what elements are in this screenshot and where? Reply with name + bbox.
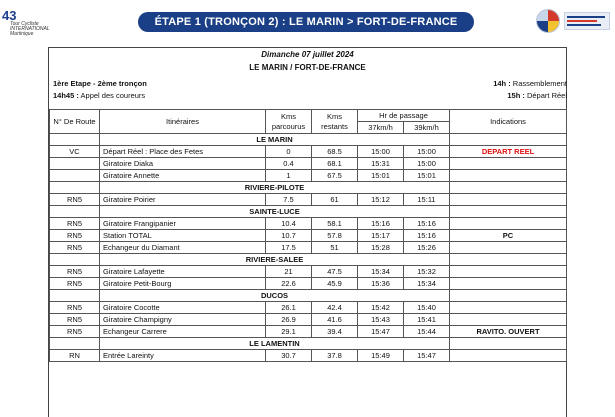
kms-restants: 68.1 (312, 158, 358, 170)
indication: RAVITO. OUVERT (450, 326, 567, 338)
kms-restants: 39.4 (312, 326, 358, 338)
table-row (50, 194, 567, 206)
itinerary-name: Giratoire Champigny (100, 314, 266, 326)
kms-parcourus: 30.7 (266, 350, 312, 362)
route-number: RN5 (50, 266, 100, 278)
time-39kmh: 15:16 (404, 230, 450, 242)
locality-name: RIVIERE-SALEE (100, 254, 450, 266)
indication (450, 302, 567, 314)
flag-icon (564, 12, 610, 30)
route-number: RN5 (50, 230, 100, 242)
locality-row (50, 134, 567, 146)
time-39kmh: 15:01 (404, 170, 450, 182)
itinerary-name: Giratoire Annette (100, 170, 266, 182)
col-speed2-header: 39km/h (404, 122, 450, 134)
time-37kmh: 15:00 (358, 146, 404, 158)
kms-restants: 51 (312, 242, 358, 254)
route-number: RN (50, 350, 100, 362)
indication (450, 218, 567, 230)
kms-parcourus: 10.7 (266, 230, 312, 242)
route-number: RN5 (50, 194, 100, 206)
time-39kmh: 15:00 (404, 158, 450, 170)
itinerary-name: Giratoire Poirier (100, 194, 266, 206)
stage-banner: ÉTAPE 1 (TRONÇON 2) : LE MARIN > FORT-DE-FRANCE (138, 12, 474, 32)
time-37kmh: 15:28 (358, 242, 404, 254)
table-row (50, 158, 567, 170)
time-37kmh: 15:12 (358, 194, 404, 206)
itinerary-name: Echangeur du Diamant (100, 242, 266, 254)
page-header (0, 0, 615, 40)
time-37kmh: 15:47 (358, 326, 404, 338)
locality-row (50, 338, 567, 350)
table-row (50, 170, 567, 182)
table-row (50, 146, 567, 158)
itinerary-name: Echangeur Carrere (100, 326, 266, 338)
table-row (50, 314, 567, 326)
table-row (50, 302, 567, 314)
indication (450, 278, 567, 290)
kms-parcourus: 1 (266, 170, 312, 182)
itinerary-sheet (48, 47, 567, 417)
indication (450, 314, 567, 326)
itinerary-name: Giratoire Cocotte (100, 302, 266, 314)
locality-row (50, 182, 567, 194)
kms-restants: 61 (312, 194, 358, 206)
route-number: RN5 (50, 314, 100, 326)
indication: DEPART REEL (450, 146, 567, 158)
kms-parcourus: 26.9 (266, 314, 312, 326)
col-hr-passage-header: Hr de passage (358, 110, 450, 122)
kms-parcourus: 0.4 (266, 158, 312, 170)
indication (450, 158, 567, 170)
time-37kmh: 15:42 (358, 302, 404, 314)
tour-logo (2, 8, 62, 40)
info-row-2 (53, 90, 565, 101)
time-39kmh: 15:34 (404, 278, 450, 290)
route-number (50, 158, 100, 170)
indication (450, 266, 567, 278)
time-37kmh: 15:16 (358, 218, 404, 230)
time-39kmh: 15:26 (404, 242, 450, 254)
kms-restants: 45.9 (312, 278, 358, 290)
kms-parcourus: 26.1 (266, 302, 312, 314)
kms-restants: 67.5 (312, 170, 358, 182)
call-info: 14h45 : Appel des coureurs (53, 91, 146, 100)
federation-logo-icon (536, 9, 612, 35)
kms-restants: 57.8 (312, 230, 358, 242)
col-route-header: N° De Route (50, 110, 100, 134)
start-info: 15h : Départ Réel (507, 91, 567, 100)
route-title: LE MARIN / FORT-DE-FRANCE (249, 63, 366, 72)
locality-name: LE MARIN (100, 134, 450, 146)
route-number: RN5 (50, 218, 100, 230)
indication (450, 170, 567, 182)
time-39kmh: 15:40 (404, 302, 450, 314)
kms-parcourus: 17.5 (266, 242, 312, 254)
locality-name: SAINTE-LUCE (100, 206, 450, 218)
indication: PC (450, 230, 567, 242)
time-37kmh: 15:49 (358, 350, 404, 362)
route-number: RN5 (50, 278, 100, 290)
time-39kmh: 15:11 (404, 194, 450, 206)
table-row (50, 266, 567, 278)
kms-restants: 37.8 (312, 350, 358, 362)
time-37kmh: 15:31 (358, 158, 404, 170)
itinerary-name: Entrée Lareinty (100, 350, 266, 362)
locality-row (50, 254, 567, 266)
table-row (50, 230, 567, 242)
race-date: Dimanche 07 juillet 2024 (261, 50, 354, 59)
itinerary-table (49, 109, 567, 362)
kms-parcourus: 0 (266, 146, 312, 158)
route-number: RN5 (50, 326, 100, 338)
locality-row (50, 206, 567, 218)
kms-restants: 47.5 (312, 266, 358, 278)
time-37kmh: 15:43 (358, 314, 404, 326)
time-37kmh: 15:17 (358, 230, 404, 242)
locality-name: RIVIERE-PILOTE (100, 182, 450, 194)
time-39kmh: 15:41 (404, 314, 450, 326)
kms-parcourus: 7.5 (266, 194, 312, 206)
logo-tagline: Tour Cycliste INTERNATIONAL Martinique (10, 21, 50, 37)
col-itineraire-header: Itinéraires (100, 110, 266, 134)
stage-label: 1ère Etape - 2ème tronçon (53, 79, 147, 88)
indication (450, 242, 567, 254)
route-number (50, 170, 100, 182)
logo-number: 43 (2, 8, 17, 23)
time-39kmh: 15:44 (404, 326, 450, 338)
locality-name: DUCOS (100, 290, 450, 302)
kms-parcourus: 21 (266, 266, 312, 278)
time-39kmh: 15:47 (404, 350, 450, 362)
assembly-info: 14h : Rassemblement (493, 79, 567, 88)
time-39kmh: 15:16 (404, 218, 450, 230)
table-row (50, 242, 567, 254)
itinerary-name: Giratoire Lafayette (100, 266, 266, 278)
indication (450, 350, 567, 362)
kms-parcourus: 10.4 (266, 218, 312, 230)
itinerary-name: Départ Réel : Place des Fetes (100, 146, 266, 158)
itinerary-name: Giratoire Petit-Bourg (100, 278, 266, 290)
kms-parcourus: 22.6 (266, 278, 312, 290)
table-row (50, 278, 567, 290)
time-37kmh: 15:36 (358, 278, 404, 290)
col-kms-parcourus-header: Kms parcourus (266, 110, 312, 134)
kms-parcourus: 29.1 (266, 326, 312, 338)
col-indications-header: Indications (450, 110, 567, 134)
route-number: RN5 (50, 302, 100, 314)
table-row (50, 218, 567, 230)
time-39kmh: 15:32 (404, 266, 450, 278)
itinerary-name: Giratoire Diaka (100, 158, 266, 170)
kms-restants: 41.6 (312, 314, 358, 326)
itinerary-name: Giratoire Frangipanier (100, 218, 266, 230)
route-number: RN5 (50, 242, 100, 254)
info-row-1 (53, 78, 565, 89)
itinerary-name: Station TOTAL (100, 230, 266, 242)
locality-row (50, 290, 567, 302)
kms-restants: 58.1 (312, 218, 358, 230)
kms-restants: 68.5 (312, 146, 358, 158)
indication (450, 194, 567, 206)
route-number: VC (50, 146, 100, 158)
col-kms-restants-header: Kms restants (312, 110, 358, 134)
col-speed1-header: 37km/h (358, 122, 404, 134)
time-39kmh: 15:00 (404, 146, 450, 158)
table-row (50, 326, 567, 338)
table-row (50, 350, 567, 362)
time-37kmh: 15:01 (358, 170, 404, 182)
emblem-icon (536, 9, 560, 33)
time-37kmh: 15:34 (358, 266, 404, 278)
kms-restants: 42.4 (312, 302, 358, 314)
locality-name: LE LAMENTIN (100, 338, 450, 350)
